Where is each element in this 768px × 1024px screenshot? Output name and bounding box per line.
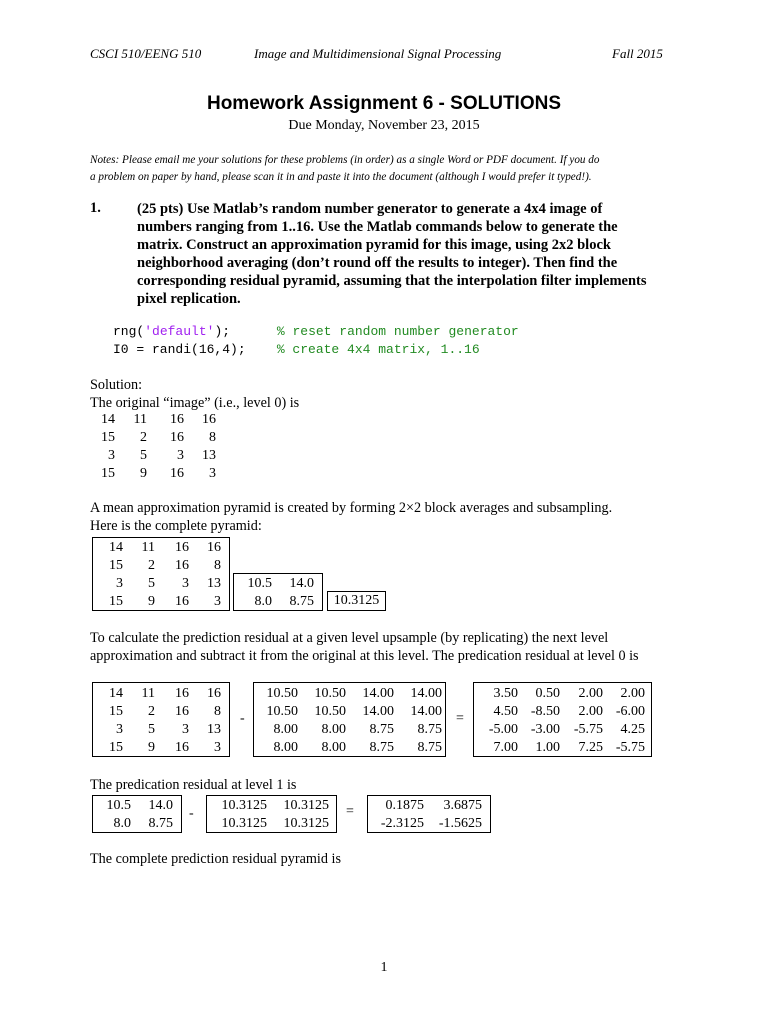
pyramid-level-2: 10.3125 — [327, 591, 386, 611]
question-line: corresponding residual pyramid, assuming that the interpolation filter implements — [137, 273, 647, 289]
matrix-cell: 9 — [140, 466, 147, 481]
matrix-cell: -8.50 — [530, 704, 560, 719]
matrix-row — [93, 721, 221, 739]
matrix-row — [93, 815, 173, 833]
matrix-cell: 16 — [170, 466, 184, 481]
matrix-row — [92, 429, 216, 447]
matrix-cell: 15 — [101, 430, 115, 445]
residual-eq1-result — [367, 795, 491, 833]
residual-eq0-original — [92, 682, 230, 757]
matrix-cell: 16 — [175, 686, 189, 701]
matrix-cell: 3 — [116, 576, 123, 591]
matrix-row — [92, 465, 216, 483]
matrix-row — [207, 815, 329, 833]
matrix-row — [474, 685, 645, 703]
matrix-cell: -5.75 — [573, 722, 603, 737]
residual-eq1-original — [92, 795, 182, 833]
pyramid-text-2: Here is the complete pyramid: — [90, 518, 262, 534]
matrix-row — [254, 685, 442, 703]
matrix-cell: 7.25 — [578, 740, 603, 755]
matrix-cell: -5.75 — [615, 740, 645, 755]
matrix-row — [254, 739, 442, 757]
matrix-row — [254, 721, 442, 739]
matrix-cell: 8.75 — [289, 594, 314, 609]
matrix-cell: 5 — [148, 722, 155, 737]
matrix-cell: 8.75 — [369, 722, 394, 737]
matrix-cell: 8.0 — [113, 816, 131, 831]
matrix-cell: 10.5 — [247, 576, 272, 591]
matrix-cell: 16 — [207, 686, 221, 701]
matrix-row — [254, 703, 442, 721]
matrix-cell: 14 — [109, 540, 123, 555]
matrix-cell: 0.1875 — [385, 798, 424, 813]
original-matrix — [92, 411, 216, 483]
matrix-cell: 9 — [148, 740, 155, 755]
notes-line: Notes: Please email me your solutions for these problems (in order) as a single Word or PDF document. If you do — [90, 154, 600, 166]
matrix-row — [93, 685, 221, 703]
matrix-cell: 15 — [109, 740, 123, 755]
equals-operator: = — [346, 804, 354, 819]
minus-operator: - — [240, 711, 245, 726]
notes-line: a problem on paper by hand, please scan it in and paste it into the document (although I would prefer it typed!). — [90, 171, 592, 183]
matrix-cell: 14.00 — [410, 686, 442, 701]
original-text: The original “image” (i.e., level 0) is — [90, 395, 300, 411]
code-line-1 — [113, 324, 519, 339]
question-line: (25 pts) Use Matlab’s random number generator to generate a 4x4 image of — [137, 201, 603, 217]
level1-text: The predication residual at level 1 is — [90, 777, 297, 793]
header-course: CSCI 510/EENG 510 — [90, 46, 202, 61]
matrix-cell: 10.5 — [106, 798, 131, 813]
notes — [90, 152, 690, 186]
matrix-cell: 14.00 — [410, 704, 442, 719]
code-string: 'default' — [144, 324, 215, 339]
matrix-cell: 16 — [175, 558, 189, 573]
matrix-cell: 2 — [148, 704, 155, 719]
matrix-cell: 2 — [140, 430, 147, 445]
equals-operator: = — [456, 711, 464, 726]
matrix-cell: 3 — [214, 594, 221, 609]
matrix-cell: 14 — [101, 412, 115, 427]
code-text: I0 = randi(16,4); — [113, 342, 277, 357]
matrix-cell: 2 — [148, 558, 155, 573]
matrix-cell: 16 — [207, 540, 221, 555]
matrix-cell: 8.75 — [417, 740, 442, 755]
matrix-cell: 2.00 — [620, 686, 645, 701]
matrix-cell: 16 — [175, 704, 189, 719]
due-date: Due Monday, November 23, 2015 — [288, 118, 480, 133]
matrix-row — [92, 411, 216, 429]
matrix-cell: 8.00 — [321, 740, 346, 755]
question-text — [137, 200, 697, 308]
pyramid-text-1: A mean approximation pyramid is created by forming 2×2 block averages and subsampling. — [90, 500, 613, 516]
matrix-row — [93, 557, 221, 575]
matrix-cell: 8 — [214, 704, 221, 719]
matrix-row — [234, 575, 314, 593]
matrix-cell: 1.00 — [535, 740, 560, 755]
matrix-row — [93, 593, 221, 611]
matrix-row — [474, 739, 645, 757]
matrix-cell: 16 — [175, 540, 189, 555]
question-line: numbers ranging from 1..16. Use the Matlab commands below to generate the — [137, 219, 618, 235]
matrix-cell: -1.5625 — [438, 816, 482, 831]
code-comment: % create 4x4 matrix, 1..16 — [276, 342, 480, 357]
residual-eq1-upsampled — [206, 795, 337, 833]
complete-text: The complete prediction residual pyramid is — [90, 851, 341, 867]
matrix-cell: 11 — [141, 686, 155, 701]
matrix-row — [93, 739, 221, 757]
residual-text-2: approximation and subtract it from the original at this level. The predication residual at level 0 is — [90, 648, 639, 664]
matrix-cell: 15 — [109, 704, 123, 719]
solution-label: Solution: — [90, 377, 143, 393]
matrix-cell: 15 — [109, 558, 123, 573]
code-comment: % reset random number generator — [276, 324, 519, 339]
matrix-cell: 8.75 — [369, 740, 394, 755]
matrix-row — [93, 539, 221, 557]
matrix-cell: 3 — [182, 576, 189, 591]
matrix-cell: 3.6875 — [443, 798, 482, 813]
question-number: 1. — [90, 200, 101, 216]
matrix-cell: -5.00 — [488, 722, 518, 737]
code-text: rng( — [113, 324, 145, 339]
matrix-cell: 10.3125 — [283, 798, 329, 813]
matrix-cell: 14.0 — [289, 576, 314, 591]
pyramid-level-1 — [233, 573, 323, 611]
matrix-cell: 9 — [148, 594, 155, 609]
matrix-cell: 3 — [209, 466, 216, 481]
code-text: ); — [214, 324, 277, 339]
matrix-cell: 15 — [101, 466, 115, 481]
matrix-row — [474, 721, 645, 739]
matrix-cell: 11 — [141, 540, 155, 555]
matrix-row — [207, 797, 329, 815]
matrix-cell: 16 — [175, 594, 189, 609]
matrix-cell: 3 — [182, 722, 189, 737]
matrix-row — [93, 575, 221, 593]
matrix-cell: 16 — [175, 740, 189, 755]
matrix-cell: 10.50 — [266, 686, 298, 701]
matrix-cell: 16 — [170, 412, 184, 427]
code-line-2 — [113, 342, 480, 357]
matrix-cell: 4.50 — [493, 704, 518, 719]
matrix-cell: 11 — [133, 412, 147, 427]
matrix-cell: 2.00 — [578, 686, 603, 701]
matrix-cell: 8.00 — [273, 740, 298, 755]
matrix-cell: 14.00 — [362, 686, 394, 701]
matrix-cell: -6.00 — [615, 704, 645, 719]
matrix-cell: 3 — [214, 740, 221, 755]
matrix-row — [368, 815, 482, 833]
question-line: pixel replication. — [137, 291, 241, 307]
matrix-row — [92, 447, 216, 465]
matrix-cell: 14.0 — [148, 798, 173, 813]
header-term: Fall 2015 — [612, 46, 663, 61]
matrix-cell: 5 — [140, 448, 147, 463]
matrix-cell: 14.00 — [362, 704, 394, 719]
matrix-cell: -2.3125 — [380, 816, 424, 831]
matrix-row — [234, 593, 314, 611]
matrix-cell: 16 — [170, 430, 184, 445]
matrix-cell: 7.00 — [493, 740, 518, 755]
matrix-cell: 13 — [207, 576, 221, 591]
page-title: Homework Assignment 6 - SOLUTIONS — [206, 93, 561, 114]
matrix-cell: 8.00 — [321, 722, 346, 737]
matrix-cell: 13 — [207, 722, 221, 737]
minus-operator: - — [189, 806, 194, 821]
matrix-cell: 16 — [202, 412, 216, 427]
question-line: matrix. Construct an approximation pyramid for this image, using 2x2 block — [137, 237, 611, 253]
residual-eq0-upsampled — [253, 682, 446, 757]
page-number: 1 — [380, 960, 388, 975]
pyramid-level-0 — [92, 537, 230, 611]
matrix-cell: 8.75 — [148, 816, 173, 831]
matrix-cell: 13 — [202, 448, 216, 463]
matrix-cell: 8.0 — [254, 594, 272, 609]
matrix-cell: 8.75 — [417, 722, 442, 737]
question-line: neighborhood averaging (don’t round off the results to integer). Then find the — [137, 255, 618, 271]
matrix-cell: 3.50 — [493, 686, 518, 701]
matrix-row — [93, 797, 173, 815]
residual-eq0-result — [473, 682, 652, 757]
header-subject: Image and Multidimensional Signal Processing — [254, 46, 502, 61]
matrix-cell: 10.50 — [266, 704, 298, 719]
matrix-row — [368, 797, 482, 815]
matrix-cell: -3.00 — [530, 722, 560, 737]
matrix-cell: 3 — [116, 722, 123, 737]
matrix-cell: 10.3125 — [221, 798, 267, 813]
matrix-cell: 8 — [214, 558, 221, 573]
matrix-cell: 10.3125 — [221, 816, 267, 831]
matrix-cell: 2.00 — [578, 704, 603, 719]
matrix-cell: 4.25 — [620, 722, 645, 737]
matrix-row — [93, 703, 221, 721]
matrix-cell: 10.3125 — [283, 816, 329, 831]
matrix-cell: 5 — [148, 576, 155, 591]
matrix-cell: 14 — [109, 686, 123, 701]
matrix-cell: 10.50 — [314, 704, 346, 719]
matrix-cell: 15 — [109, 594, 123, 609]
matrix-cell: 0.50 — [535, 686, 560, 701]
matrix-cell: 8.00 — [273, 722, 298, 737]
matrix-cell: 8 — [209, 430, 216, 445]
matrix-row — [474, 703, 645, 721]
matrix-cell: 3 — [177, 448, 184, 463]
matrix-cell: 3 — [108, 448, 115, 463]
residual-text-1: To calculate the prediction residual at a given level upsample (by replicating) the next level — [90, 630, 609, 646]
matrix-cell: 10.50 — [314, 686, 346, 701]
